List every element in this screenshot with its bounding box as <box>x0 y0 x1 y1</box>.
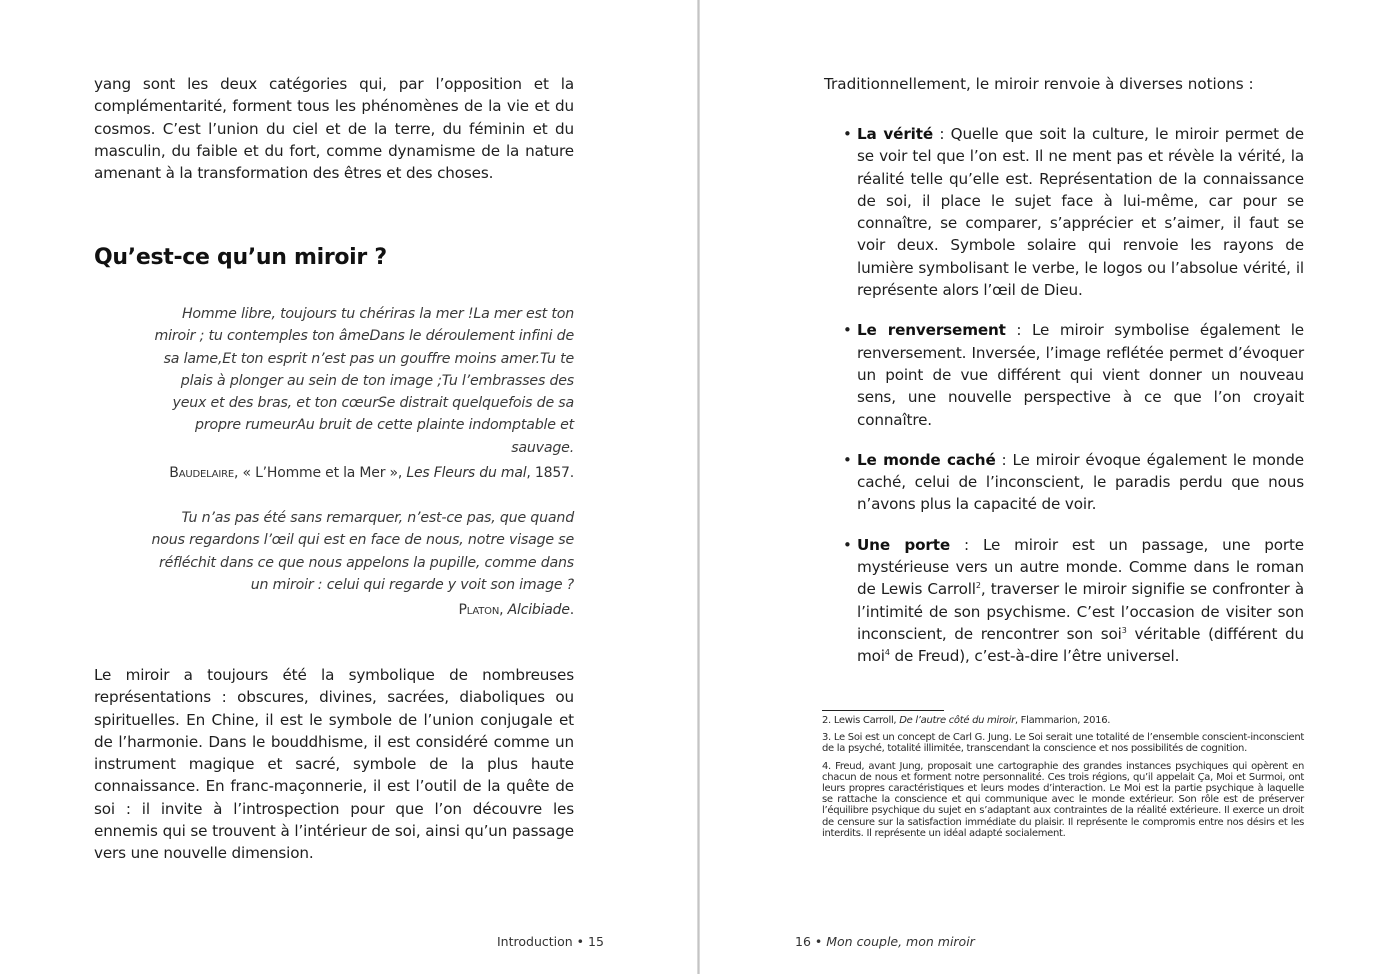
footnote-rule <box>822 710 944 711</box>
notions-lead: Traditionnellement, le miroir renvoie à diverses notions : <box>824 75 1254 93</box>
notion-term: Le monde caché <box>857 450 996 469</box>
folio-left: Introduction • 15 <box>497 934 604 949</box>
footnotes <box>822 715 1304 845</box>
notion-term: Le renversement <box>857 321 1006 340</box>
notion-term: La vérité <box>857 125 933 143</box>
folio-section: Introduction <box>497 934 573 949</box>
notion-term: Une porte <box>857 535 951 554</box>
footnote-3: 3. Le Soi est un concept de Carl G. Jung. Le Soi serait une totalité de l’ensemble conscient-inconscient de la psyché, totalité illimitée, transcendant la conscience et nos possibilités de cognition. <box>822 732 1304 755</box>
section-heading: Qu’est-ce qu’un miroir ? <box>94 245 387 270</box>
notion-item: • Le renversement : Le miroir symbolise également le renversement. Inversée, l’image reflétée permet d’évoquer un point de vue différent qui vient donner un nouveau sens, une nouvelle perspective à ce que l’on croyait connaître. <box>857 319 1304 430</box>
epigraph-author: Platon <box>458 602 500 619</box>
notions-list <box>857 123 1304 686</box>
notion-item: • Le monde caché : Le miroir évoque également le monde caché, celui de l’inconscient, le paradis perdu que nous n’avons plus la capacité de voir. <box>857 449 1304 516</box>
left-page <box>0 0 698 974</box>
book-title: Mon couple, mon miroir <box>826 934 975 949</box>
page-number: 16 <box>795 934 811 949</box>
folio-right: 16 • Mon couple, mon miroir <box>795 934 975 949</box>
intro-paragraph: yang sont les deux catégories qui, par l’opposition et la complémentarité, forment tous les phénomènes de la vie et du cosmos. C’est l’union du ciel et de la terre, du féminin et du masculin, du faible et du fort, comme dynamisme de la nature amenant à la transformation des êtres et des choses. <box>94 75 574 183</box>
notion-item: • La vérité : Quelle que soit la culture, le miroir permet de se voir tel que l’on est. Il ne ment pas et révèle la vérité, la réalité telle qu’elle est. Représentation de la connaissance de soi, il place le sujet face à lui-même, car pour se connaître, se comparer, s’apprécier et s’aimer, il faut se voir deux. Symbole solaire qui renvoie les rayons de lumière symbolisant le verbe, le logos ou l’absolue vérité, il représente alors l’œil de Dieu. <box>857 123 1304 301</box>
epigraph-work: Les Fleurs du mal <box>406 465 527 482</box>
footnote-4: 4. Freud, avant Jung, proposait une cartographie des grandes instances psychiques qui opèrent en chacun de nous et forment notre personnalité. Ces trois régions, qu’il appelait Ça, Moi et Surmoi, ont leurs propres caractéristiques et leurs modes d’interaction. Le Moi est la partie psychique à laquelle se rattache la conscience et qui communique avec le monde extérieur. Son rôle est de préserver l’équilibre psychique du sujet en s’adaptant aux contraintes de la réalité extérieure. Il exerce un droit de censure sur la satisfaction immédiate du plaisir. Il représente le compromis entre nos désirs et les interdits. Il représente un idéal adapté socialement. <box>822 760 1304 839</box>
epigraph-attribution: Platon, Alcibiade. <box>458 602 574 619</box>
footnote-ref[interactable]: 3 <box>1121 625 1127 635</box>
epigraph-attribution: Baudelaire, « L’Homme et la Mer », Les Fleurs du mal, 1857. <box>169 465 574 482</box>
epigraph-platon <box>150 507 574 621</box>
footnote-2: 2. Lewis Carroll, De l’autre côté du miroir, Flammarion, 2016. <box>822 715 1111 726</box>
footnote-ref[interactable]: 4 <box>884 648 890 658</box>
epigraph-text: Homme libre, toujours tu chériras la mer !La mer est ton miroir ; tu contemples ton âmeDans le déroulement infini de sa lame,Et ton esprit n’est pas un gouffre moins amer.Tu te plais à plonger au sein de ton image ;Tu l’embrasses des yeux et des bras, et ton cœurSe distrait quelquefois de sa propre rumeurAu bruit de cette plainte indomptable et sauvage. <box>154 306 574 456</box>
main-paragraph: Le miroir a toujours été la symbolique de nombreuses représentations : obscures, divines, sacrées, diaboliques ou spirituelles. En Chine, il est le symbole de l’union conjugale et de l’harmonie. Dans le bouddhisme, il est considéré comme un instrument magique et sacré, symbole de la plus haute connaissance. En franc-maçonnerie, il est l’outil de la quête de soi : il invite à l’introspection pour que l’on découvre les ennemis qui se trouvent à l’intérieur de soi, ainsi qu’un passage vers une nouvelle dimension. <box>94 666 574 863</box>
epigraph-text: Tu n’as pas été sans remarquer, n’est-ce pas, que quand nous regardons l’œil qui est en face de nous, notre visage se réfléchit dans ce que nous appelons la pupille, comme dans un miroir : celui qui regarde y voit son image ? <box>151 510 574 593</box>
epigraph-work: Alcibiade <box>507 602 570 619</box>
page-number: 15 <box>588 934 604 949</box>
footnote-ref[interactable]: 2 <box>975 581 981 591</box>
epigraph-author: Baudelaire <box>169 465 234 482</box>
notion-item: • Une porte : Le miroir est un passage, une porte mystérieuse vers un autre monde. Comme dans le roman de Lewis Carroll$^2$, traverser le miroir signifie se confronter à l’intimité de son psychisme. C’est l’occasion de visiter son inconscient, de rencontrer son soi$^3$ véritable (différent du moi$^4$ de Freud), c’est-à-dire l’être universel. <box>857 534 1304 668</box>
epigraph-baudelaire <box>150 303 574 484</box>
